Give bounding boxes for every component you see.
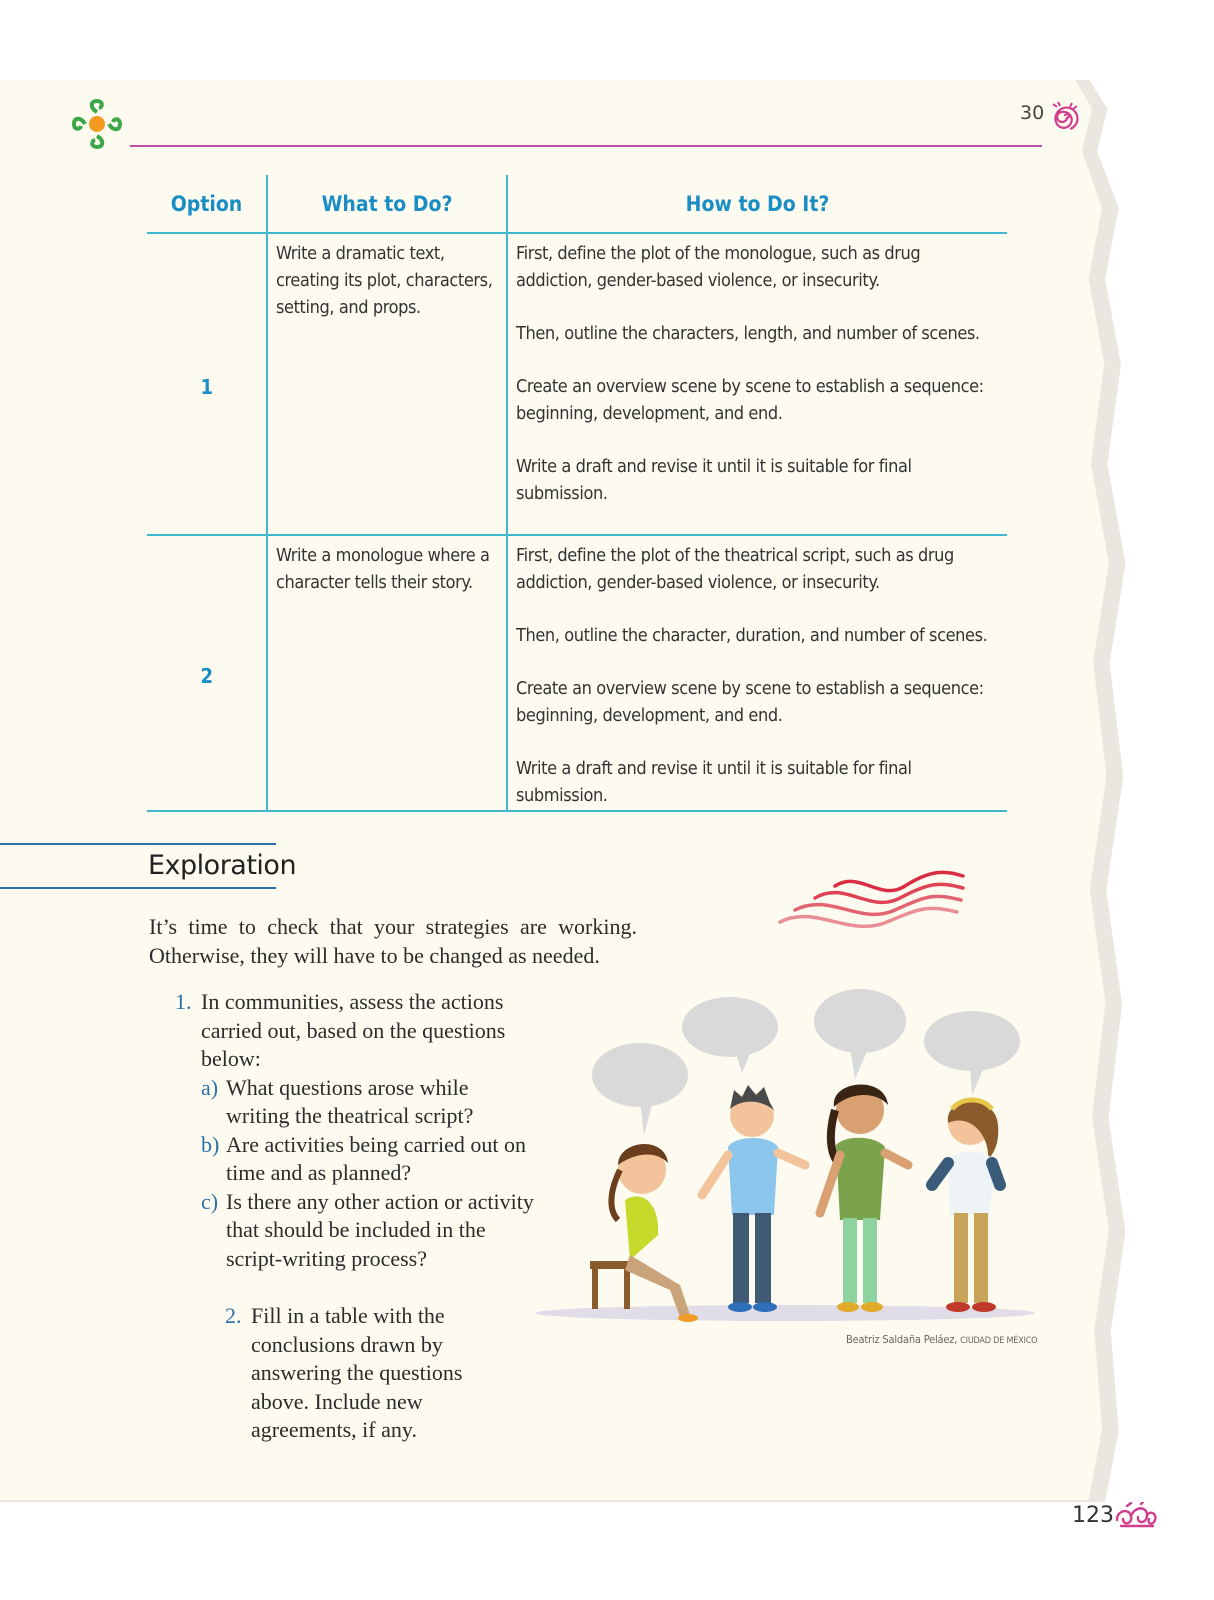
sub-text: What questions arose while writing the theatrical script? [226,1074,474,1128]
what-cell: Write a dramatic text, creating its plot, characters, setting, and props. [267,233,507,535]
header-how: How to Do It? [507,175,1007,233]
how-cell [507,535,1007,811]
option-number: 2 [147,535,267,811]
section-rule-top [0,843,276,845]
item-text: In communities, assess the actions carried out, based on the questions below: [201,989,506,1071]
header-rule [130,145,1042,147]
list-item [175,988,535,1074]
kid-girl-figure [820,1085,908,1312]
step-text: Then, outline the characters, length, and number of scenes. [516,323,980,344]
sub-item [201,1131,535,1188]
section-rule-bottom [0,887,276,889]
item-text: Fill in a table with the conclusions drawn by answering the questions above. Include new agreements, if any. [251,1303,463,1442]
credit-name: Beatriz Saldaña Peláez, [846,1333,958,1346]
item-number: 1. [175,989,192,1014]
kids-talking-illustration [530,985,1040,1330]
table-row [147,535,1007,811]
step-text: First, define the plot of the theatrical script, such as drug addiction, gender-based violence, or insecurity. [516,545,954,593]
header-option: Option [147,175,267,233]
flower-ornament-icon [70,98,124,152]
step-text: Create an overview scene by scene to establish a sequence: beginning, development, and end. [516,376,984,424]
section-title: Exploration [148,850,297,881]
sub-item [201,1074,535,1131]
sub-text: Is there any other action or activity that should be included in the script-writing process? [226,1188,534,1271]
question-list [175,988,535,1273]
sub-letter: c) [201,1188,219,1214]
sub-letter: a) [201,1074,219,1100]
kid-sitting-figure [590,1144,698,1322]
mexican-ornament-icon [1113,1502,1159,1530]
intro-paragraph: It’s time to check that your strategies are working. Otherwise, they will have to be changed as needed. [149,914,637,968]
page-tag: 30 [1020,102,1045,124]
list-item [225,1302,525,1445]
kid-boy-figure [702,1085,805,1312]
option-number: 1 [147,233,267,535]
postmark-waves-icon [775,868,970,938]
step-text: Write a draft and revise it until it is suitable for final submission. [516,456,912,504]
credit-place: CIUDAD DE MÉXICO [960,1336,1038,1346]
header-what: What to Do? [267,175,507,233]
step-text: Then, outline the character, duration, and number of scenes. [516,625,988,646]
step-text: Create an overview scene by scene to establish a sequence: beginning, development, and end. [516,678,984,726]
sub-text: Are activities being carried out on time and as planned? [226,1131,526,1185]
spiral-ornament-icon [1050,100,1080,132]
item-number: 2. [225,1303,242,1328]
step-text: First, define the plot of the monologue, such as drug addiction, gender-based violence, or insecurity. [516,243,921,291]
table-row [147,233,1007,535]
sub-letter: b) [201,1131,220,1157]
what-cell: Write a monologue where a character tells their story. [267,535,507,811]
step-text: Write a draft and revise it until it is suitable for final submission. [516,758,912,806]
how-cell [507,233,1007,535]
illustration-credit [846,1333,1037,1346]
plan-table [147,175,1007,812]
kid-girl-headband-figure [932,1100,1000,1312]
sub-item [201,1188,535,1274]
page-number: 123 [1072,1503,1114,1528]
